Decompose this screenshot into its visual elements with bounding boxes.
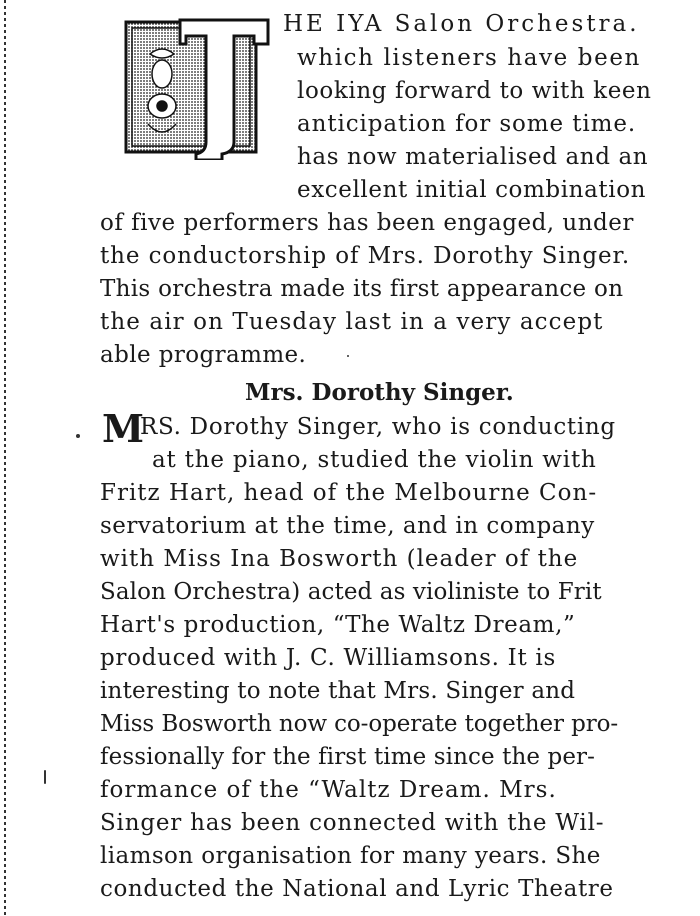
intro-line: the conductorship of Mrs. Dorothy Singer. (100, 243, 631, 269)
body-line: servatorium at the time, and in company (100, 513, 595, 539)
intro-line: anticipation for some time. (297, 111, 637, 137)
print-speck (76, 434, 80, 438)
body-line: with Miss Ina Bosworth (leader of the (100, 546, 579, 572)
body-line: Singer has been connected with the Wil- (100, 810, 605, 836)
body-line: conducted the National and Lyric Theatre (100, 876, 614, 902)
intro-line: of five performers has been engaged, under (100, 210, 634, 236)
column-rule (4, 0, 6, 916)
print-speck (347, 355, 349, 357)
body-line: at the piano, studied the violin with (152, 447, 597, 473)
body-line: Fritz Hart, head of the Melbourne Con- (100, 480, 598, 506)
intro-line: able programme. (100, 342, 307, 368)
body-line: Salon Orchestra) acted as violiniste to Frit (100, 579, 602, 605)
body-line: Hart's production, “The Waltz Dream,” (100, 612, 576, 638)
intro-line: which listeners have been (297, 45, 641, 71)
section-heading: Mrs. Dorothy Singer. (245, 379, 514, 406)
intro-line: HE IYA Salon Orchestra. (283, 11, 640, 37)
body-line: liamson organisation for many years. She (100, 843, 601, 869)
body-line: RS. Dorothy Singer, who is conducting (140, 414, 616, 440)
ornamental-initial-T-icon (122, 14, 270, 160)
intro-line: excellent initial combination (297, 177, 647, 203)
body-line: formance of the “Waltz Dream. Mrs. (100, 777, 557, 803)
section-drop-cap: M (102, 406, 145, 451)
intro-line: has now materialised and an (297, 144, 649, 170)
body-line: Miss Bosworth now co-operate together pro- (100, 711, 619, 737)
intro-line: looking forward to with keen (297, 78, 652, 104)
intro-line: the air on Tuesday last in a very accept (100, 309, 604, 335)
body-line: interesting to note that Mrs. Singer and (100, 678, 576, 704)
body-line: fessionally for the first time since the per- (100, 744, 596, 770)
body-line: produced with J. C. Williamsons. It is (100, 645, 556, 671)
print-speck (44, 770, 46, 784)
intro-line: This orchestra made its first appearance on (100, 276, 624, 302)
